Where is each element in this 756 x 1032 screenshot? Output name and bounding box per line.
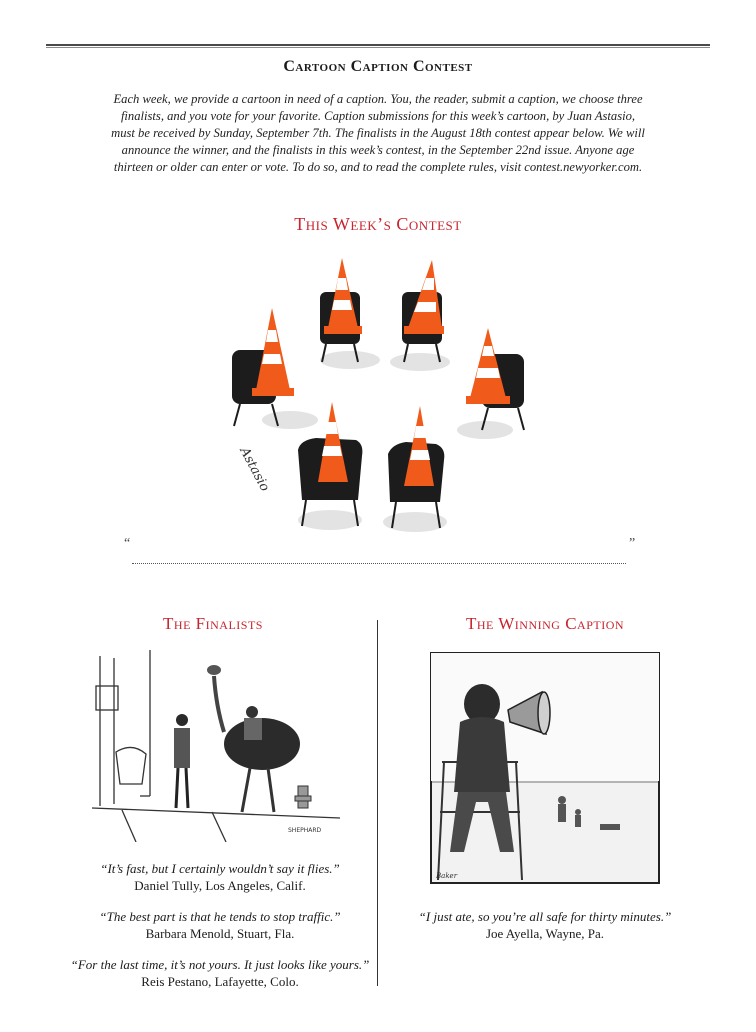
finalist-caption [50, 956, 390, 990]
top-rule-thin [46, 47, 710, 48]
winning-caption [395, 908, 695, 942]
page-title: Cartoon Caption Contest [283, 58, 473, 75]
finalist-cartoonist-signature: SHEPHARD [288, 827, 322, 834]
finalists-heading: The Finalists [163, 614, 263, 633]
finalist-author: Daniel Tully, Los Angeles, Calif. [134, 878, 306, 893]
winning-author: Joe Ayella, Wayne, Pa. [485, 926, 605, 941]
fire-hydrant [295, 786, 311, 808]
finalist-author: Barbara Menold, Stuart, Fla. [145, 926, 295, 941]
top-rule [46, 44, 710, 46]
cartoonist-signature: Astasio [236, 444, 273, 494]
cone-chair-6 [388, 406, 444, 528]
open-quote-mark: “ [124, 536, 131, 551]
winning-quote: “I just ate, so you’re all safe for thirty minutes.” [418, 909, 672, 924]
cone-chair-4 [466, 328, 524, 430]
ostrich-cartoon [92, 646, 340, 842]
ostrich-figure [207, 665, 300, 812]
cone-chair-2 [402, 260, 444, 362]
creature-lifeguard-cartoon [430, 652, 660, 884]
finalist-quote: “It’s fast, but I certainly wouldn’t say it flies.” [100, 861, 340, 876]
cone-chair-1 [320, 258, 362, 362]
cone-chair-3 [232, 308, 294, 426]
winning-cartoonist-signature: Baker [436, 872, 458, 880]
traffic-cones-cartoon [220, 250, 540, 540]
intro-paragraph: Each week, we provide a cartoon in need of a caption. You, the reader, submit a caption, we choose three finalists, and you vote for your favorite. Caption submissions for this week’s cartoon, by Juan Astasio, must be received by Sunday, September 7th. The finalists in the August 18th contest appear below. We will announce the winner, and the finalists in this week’s contest, in the September 22nd issue. Anyone age thirteen or older can enter or vote. To do so, and to read the complete rules, visit contest.newyorker.com. [111, 92, 645, 174]
man-figure [174, 714, 190, 808]
finalist-author: Reis Pestano, Lafayette, Colo. [141, 974, 299, 989]
finalist-quote: “The best part is that he tends to stop traffic.” [99, 909, 341, 924]
caption-entry-line [132, 563, 626, 564]
winning-caption-heading: The Winning Caption [465, 614, 625, 633]
finalist-caption [60, 908, 380, 942]
finalist-caption [60, 860, 380, 894]
finalist-quote: “For the last time, it’s not yours. It just looks like yours.” [70, 957, 370, 972]
close-quote-mark: ” [629, 536, 636, 551]
this-week-heading: This Week’s Contest [294, 214, 462, 234]
